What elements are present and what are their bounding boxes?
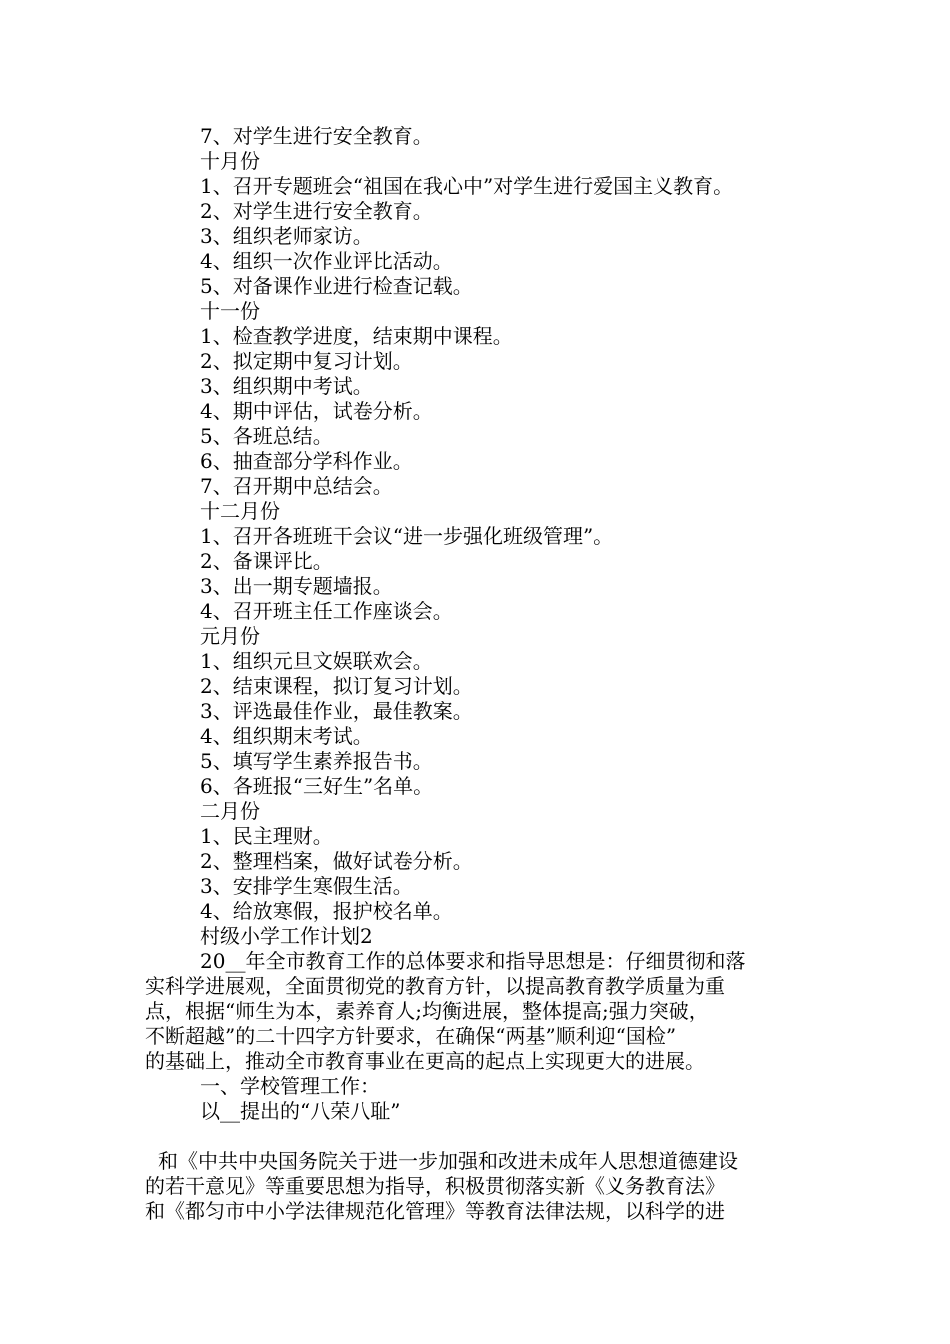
section-heading-february: 二月份 <box>200 799 260 823</box>
section-heading-school-management: 一、学校管理工作： <box>200 1074 380 1098</box>
section-heading-november: 十一份 <box>200 299 260 323</box>
list-item: 2、结束课程，拟订复习计划。 <box>200 674 473 698</box>
list-item: 7、召开期中总结会。 <box>200 474 393 498</box>
paragraph-line: 不断超越”的二十四字方针要求，在确保“两基”顺利迎“国检” <box>145 1024 677 1048</box>
list-item: 2、对学生进行安全教育。 <box>200 199 433 223</box>
section-heading-january: 元月份 <box>200 624 260 648</box>
list-item: 1、召开各班班干会议“进一步强化班级管理”。 <box>200 524 614 548</box>
paragraph-line: 点，根据“师生为本，素养育人;均衡进展，整体提高;强力突破， <box>145 999 709 1023</box>
document-title: 村级小学工作计划2 <box>200 924 373 948</box>
paragraph-line: 和《都匀市中小学法律规范化管理》等教育法律法规，以科学的进 <box>145 1199 725 1223</box>
list-item: 7、对学生进行安全教育。 <box>200 124 433 148</box>
list-item: 1、民主理财。 <box>200 824 333 848</box>
list-item: 5、对备课作业进行检查记载。 <box>200 274 473 298</box>
paragraph-line: 20__年全市教育工作的总体要求和指导思想是：仔细贯彻和落 <box>200 949 746 973</box>
paragraph-line: 以__提出的“八荣八耻” <box>200 1099 401 1123</box>
paragraph-line: 实科学进展观，全面贯彻党的教育方针，以提高教育教学质量为重 <box>145 974 725 998</box>
list-item: 4、期中评估，试卷分析。 <box>200 399 433 423</box>
list-item: 4、组织一次作业评比活动。 <box>200 249 453 273</box>
list-item: 3、组织老师家访。 <box>200 224 373 248</box>
list-item: 2、拟定期中复习计划。 <box>200 349 413 373</box>
list-item: 1、召开专题班会“祖国在我心中”对学生进行爱国主义教育。 <box>200 174 734 198</box>
list-item: 4、给放寒假，报护校名单。 <box>200 899 453 923</box>
list-item: 1、检查教学进度，结束期中课程。 <box>200 324 513 348</box>
list-item: 6、抽查部分学科作业。 <box>200 449 413 473</box>
list-item: 1、组织元旦文娱联欢会。 <box>200 649 433 673</box>
list-item: 3、组织期中考试。 <box>200 374 373 398</box>
list-item: 5、各班总结。 <box>200 424 333 448</box>
paragraph-line: 的基础上，推动全市教育事业在更高的起点上实现更大的进展。 <box>145 1049 705 1073</box>
section-heading-october: 十月份 <box>200 149 260 173</box>
list-item: 6、各班报“三好生”名单。 <box>200 774 434 798</box>
list-item: 5、填写学生素养报告书。 <box>200 749 433 773</box>
list-item: 3、安排学生寒假生活。 <box>200 874 413 898</box>
list-item: 2、整理档案，做好试卷分析。 <box>200 849 473 873</box>
list-item: 3、评选最佳作业，最佳教案。 <box>200 699 473 723</box>
list-item: 3、出一期专题墙报。 <box>200 574 393 598</box>
section-heading-december: 十二月份 <box>200 499 280 523</box>
list-item: 4、组织期末考试。 <box>200 724 373 748</box>
list-item: 4、召开班主任工作座谈会。 <box>200 599 453 623</box>
list-item: 2、备课评比。 <box>200 549 333 573</box>
paragraph-line: 和《中共中央国务院关于进一步加强和改进未成年人思想道德建设 <box>158 1149 738 1173</box>
paragraph-line: 的若干意见》等重要思想为指导，积极贯彻落实新《义务教育法》 <box>145 1174 725 1198</box>
